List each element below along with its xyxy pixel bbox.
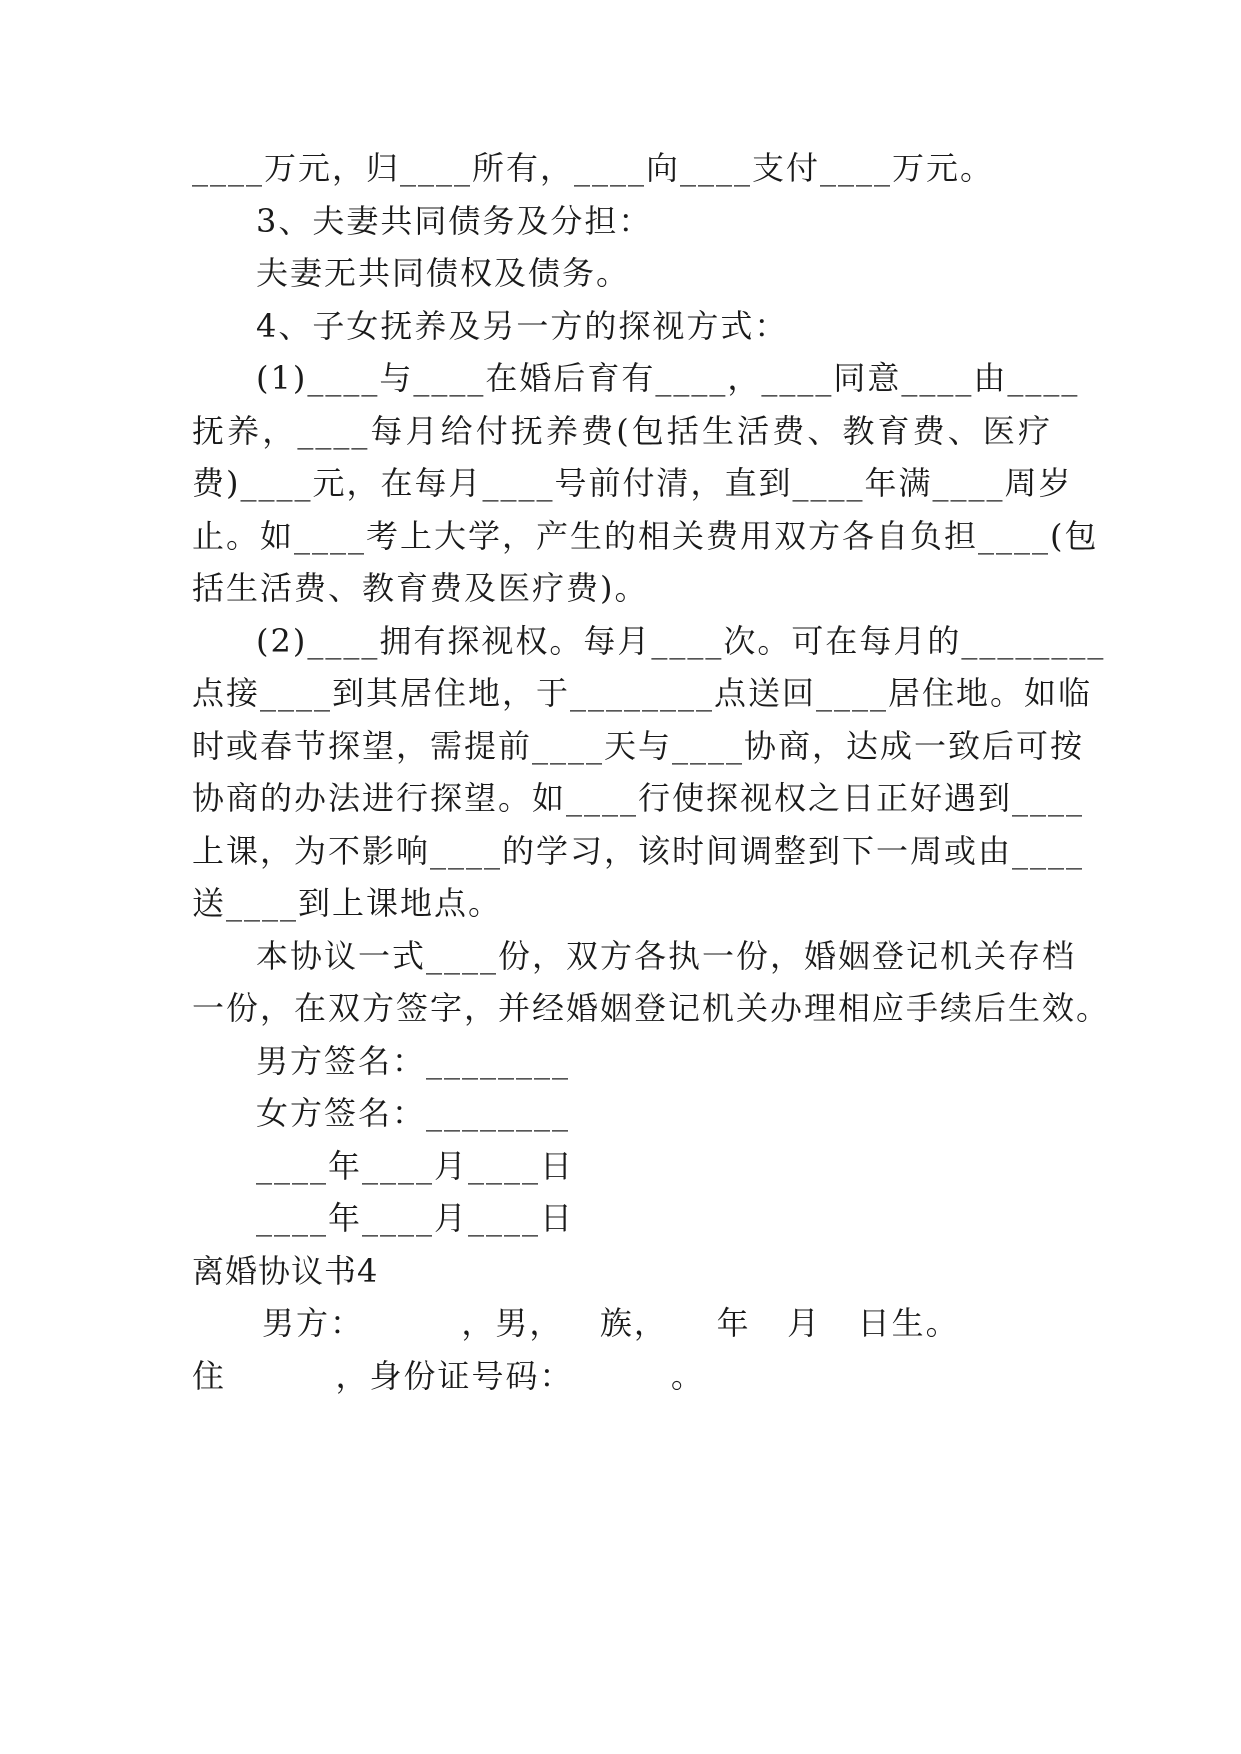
section-heading: 3、夫妻共同债务及分担：	[256, 202, 653, 240]
paragraph-line: (2)____拥有探视权。每月____次。可在每月的________	[256, 622, 1106, 660]
paragraph-line: ____万元，归____所有，____向____支付____万元。	[192, 149, 995, 187]
paragraph-line: 抚养，____每月给付抚养费(包括生活费、教育费、医疗	[192, 412, 1052, 450]
paragraph-line: (1)____与____在婚后育有____，____同意____由____	[256, 359, 1080, 397]
male-signature-line: 男方签名：________	[256, 1042, 571, 1080]
female-signature-line: 女方签名：________	[256, 1094, 571, 1132]
paragraph-line: 住 ，身份证号码： 。	[192, 1357, 705, 1395]
paragraph-line: 时或春节探望，需提前____天与____协商，达成一致后可按	[192, 727, 1085, 765]
paragraph-line: 夫妻无共同债权及债务。	[256, 254, 631, 292]
paragraph-line: 点接____到其居住地，于________点送回____居住地。如临	[192, 674, 1093, 712]
paragraph-line: 止。如____考上大学，产生的相关费用双方各自负担____(包	[192, 517, 1099, 555]
paragraph-line: 一份，在双方签字，并经婚姻登记机关办理相应手续后生效。	[192, 989, 1111, 1027]
document-title: 离婚协议书4	[192, 1252, 379, 1290]
paragraph-line: 上课，为不影响____的学习，该时间调整到下一周或由____	[192, 832, 1085, 870]
paragraph-line: 送____到上课地点。	[192, 884, 503, 922]
date-line: ____年____月____日	[256, 1147, 575, 1185]
date-line: ____年____月____日	[256, 1199, 575, 1237]
section-heading: 4、子女抚养及另一方的探视方式：	[256, 307, 789, 345]
paragraph-line: 括生活费、教育费及医疗费)。	[192, 569, 649, 607]
paragraph-line: 协商的办法进行探望。如____行使探视权之日正好遇到____	[192, 779, 1085, 817]
paragraph-line: 男方： ，男， 族， 年 月 日生。	[262, 1304, 960, 1342]
paragraph-line: 本协议一式____份，双方各执一份，婚姻登记机关存档	[256, 937, 1077, 975]
paragraph-line: 费)____元，在每月____号前付清，直到____年满____周岁	[192, 464, 1073, 502]
